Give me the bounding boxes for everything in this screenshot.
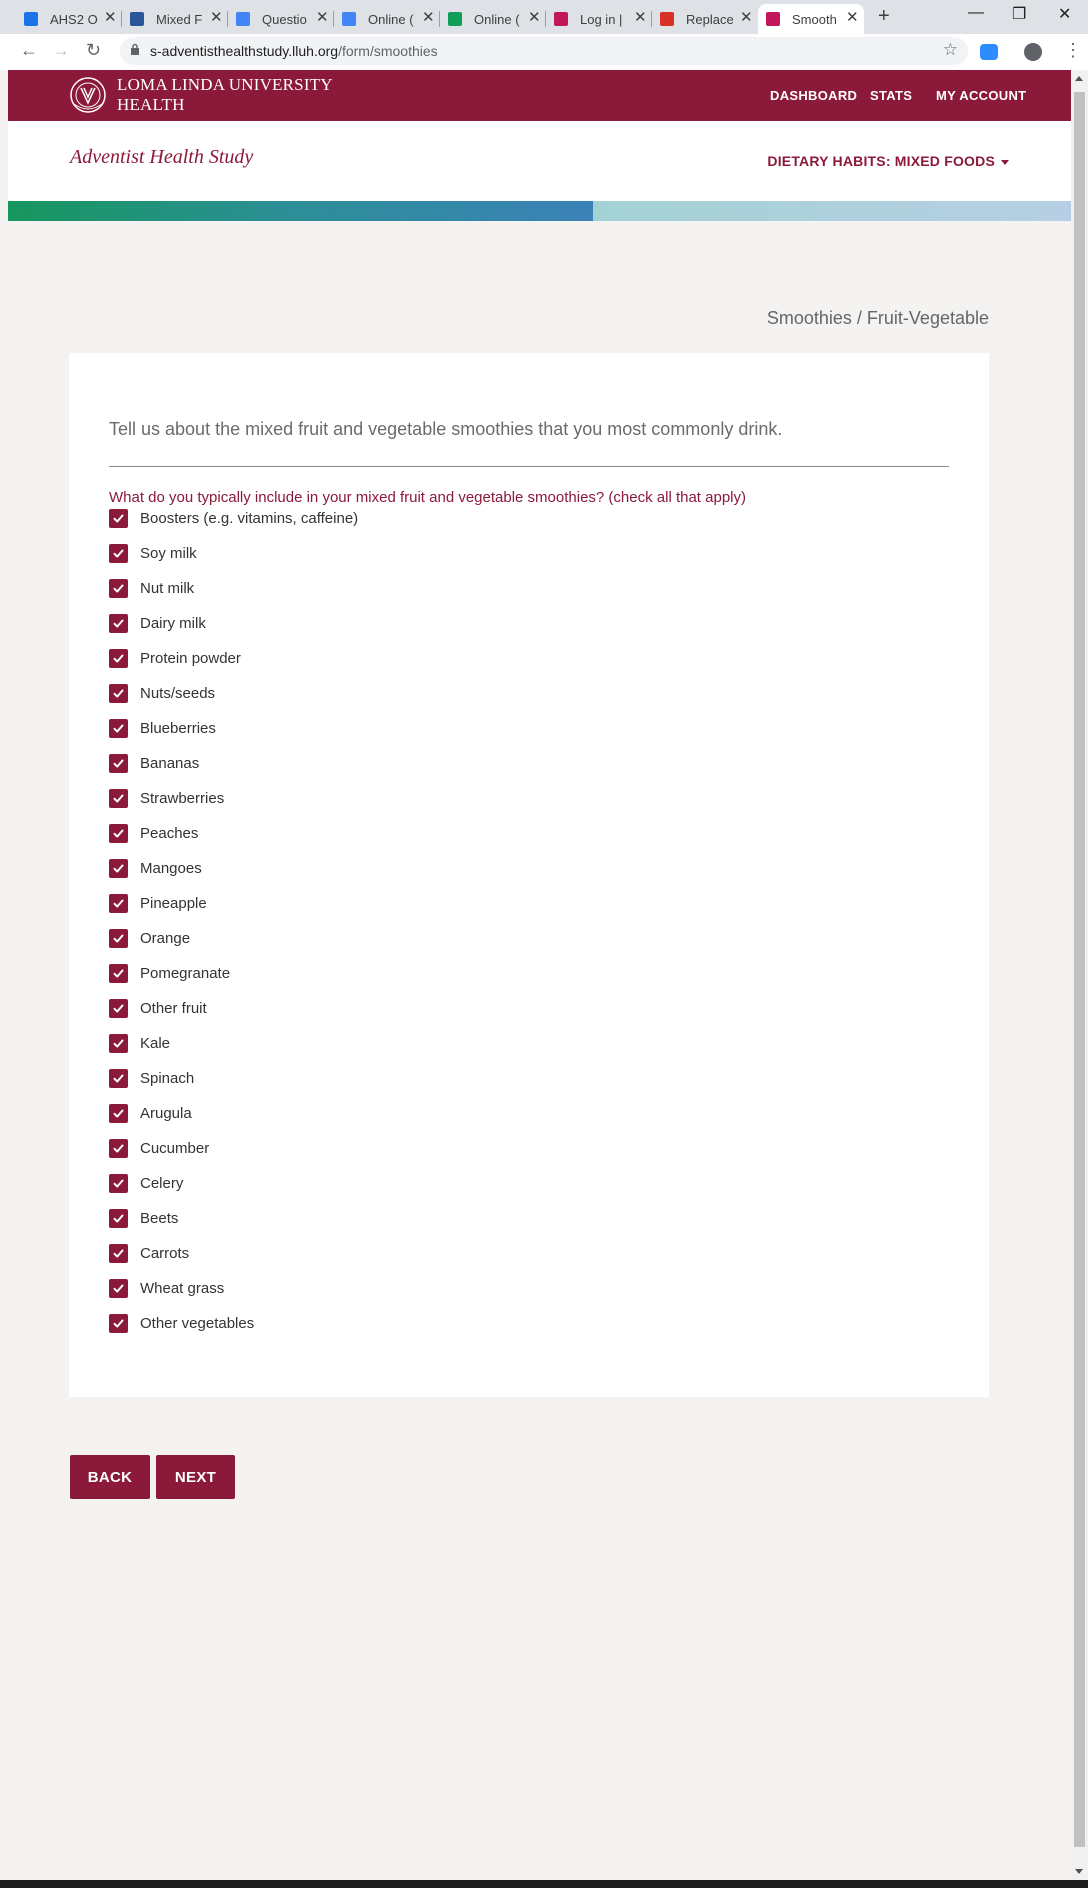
option-label: Peaches [140,824,199,842]
option-checkbox-row[interactable] [109,1277,224,1299]
checkbox[interactable] [109,1244,128,1263]
address-bar[interactable] [120,37,968,65]
checkmark-icon [112,547,125,560]
option-checkbox-row[interactable] [109,1242,189,1264]
reload-icon[interactable]: ↻ [86,40,102,60]
study-subheader [8,121,1071,203]
option-checkbox-row[interactable] [109,857,202,879]
checkmark-icon [112,862,125,875]
checkmark-icon [112,582,125,595]
option-label: Other vegetables [140,1314,255,1332]
tab-title: Replace [686,12,734,27]
checkbox[interactable] [109,684,128,703]
option-checkbox-row[interactable] [109,822,198,844]
checkmark-icon [112,1002,125,1015]
page-scrollbar[interactable] [1071,70,1088,1880]
url-text: s-adventisthealthstudy.lluh.org/form/smoothies [150,43,438,59]
tab-title: Mixed F [156,12,203,27]
tab-title: AHS2 O [50,12,98,27]
option-label: Spinach [140,1069,195,1087]
question-card [69,353,989,1397]
zoom-extension-icon[interactable] [980,44,998,60]
option-label: Orange [140,929,191,947]
tab-close-icon[interactable]: ✕ [210,9,223,26]
tab-close-icon[interactable]: ✕ [846,9,859,26]
option-label: Mangoes [140,859,202,877]
checkbox[interactable] [109,1314,128,1333]
os-taskbar [0,1880,1088,1888]
checkbox[interactable] [109,859,128,878]
progress-fill [8,201,593,221]
checkbox[interactable] [109,1139,128,1158]
option-label: Nut milk [140,579,195,597]
tab-close-icon[interactable]: ✕ [422,9,435,26]
option-label: Cucumber [140,1139,210,1157]
tab-favicon-icon [766,12,780,26]
checkmark-icon [112,967,125,980]
tab-favicon-icon [660,12,674,26]
checkbox[interactable] [109,1209,128,1228]
checkmark-icon [112,617,125,630]
option-label: Strawberries [140,789,225,807]
option-label: Protein powder [140,649,241,667]
option-checkbox-row[interactable] [109,682,215,704]
browser-menu-icon[interactable]: ⋮ [1064,40,1082,60]
tab-title: Log in | [580,12,623,27]
option-checkbox-row[interactable] [109,542,197,564]
forward-arrow-icon[interactable]: → [52,40,70,60]
checkmark-icon [112,932,125,945]
option-checkbox-row[interactable] [109,1207,178,1229]
checkbox[interactable] [109,999,128,1018]
tab-close-icon[interactable]: ✕ [740,9,753,26]
checkbox[interactable] [109,1069,128,1088]
tab-favicon-icon [236,12,250,26]
tab-title: Online ( [474,12,520,27]
browser-tab[interactable] [334,4,440,34]
tab-favicon-icon [342,12,356,26]
checkbox[interactable] [109,614,128,633]
checkmark-icon [112,1037,125,1050]
checkmark-icon [112,1317,125,1330]
page-content [8,70,1071,1880]
option-checkbox-row[interactable] [109,787,224,809]
option-checkbox-row[interactable] [109,717,216,739]
nav-dashboard[interactable]: DASHBOARD [770,88,858,103]
tab-favicon-icon [130,12,144,26]
restore-icon[interactable]: ❐ [1012,6,1027,23]
section-dropdown[interactable]: DIETARY HABITS: MIXED FOODS [767,153,1009,169]
option-label: Nuts/seeds [140,684,216,702]
option-label: Soy milk [140,544,197,562]
option-checkbox-row[interactable] [109,927,190,949]
checkbox[interactable] [109,964,128,983]
caret-down-icon [1001,160,1009,165]
checkbox[interactable] [109,649,128,668]
checkbox[interactable] [109,719,128,738]
site-logo-text[interactable]: LOMA LINDA UNIVERSITY HEALTH [117,75,333,114]
browser-tab[interactable] [440,4,546,34]
tab-title: Questio [262,12,307,27]
checkbox[interactable] [109,1104,128,1123]
option-checkbox-row[interactable] [109,1172,183,1194]
checkbox[interactable] [109,579,128,598]
option-checkbox-row[interactable] [109,752,199,774]
option-label: Other fruit [140,999,207,1017]
browser-tab[interactable] [228,4,334,34]
lock-icon [130,43,140,55]
checkbox[interactable] [109,754,128,773]
site-header [8,70,1071,121]
option-checkbox-row[interactable] [109,962,230,984]
checkbox[interactable] [109,789,128,808]
browser-toolbar [0,34,1088,71]
nav-my-account[interactable]: MY ACCOUNT [936,88,1027,103]
checkmark-icon [112,1107,125,1120]
tab-close-icon[interactable]: ✕ [634,9,647,26]
checkmark-icon [112,1212,125,1225]
profile-avatar-icon[interactable] [1024,43,1042,61]
scroll-down-arrow-icon[interactable] [1075,1869,1083,1874]
checkmark-icon [112,652,125,665]
browser-tab[interactable] [16,4,122,34]
back-button[interactable]: BACK [70,1455,150,1499]
tab-favicon-icon [24,12,38,26]
checkmark-icon [112,1247,125,1260]
option-checkbox-row[interactable] [109,1312,254,1334]
close-window-icon[interactable]: ✕ [1058,6,1072,23]
divider [109,466,949,467]
option-checkbox-row[interactable] [109,1032,170,1054]
tab-favicon-icon [554,12,568,26]
checkbox[interactable] [109,894,128,913]
checkmark-icon [112,1142,125,1155]
option-checkbox-row[interactable] [109,577,194,599]
option-label: Boosters (e.g. vitamins, caffeine) [140,509,359,527]
option-label: Celery [140,1174,184,1192]
checkmark-icon [112,1177,125,1190]
option-checkbox-row[interactable] [109,1102,192,1124]
next-button[interactable]: NEXT [156,1455,235,1499]
option-label: Wheat grass [140,1279,225,1297]
browser-tab[interactable] [758,4,864,34]
checkmark-icon [112,687,125,700]
study-name: Adventist Health Study [70,146,254,168]
bookmark-star-icon[interactable]: ☆ [942,40,958,59]
checkmark-icon [112,827,125,840]
checkmark-icon [112,512,125,525]
option-checkbox-row[interactable] [109,612,206,634]
option-checkbox-row[interactable] [109,997,207,1019]
option-label: Bananas [140,754,200,772]
scroll-up-arrow-icon[interactable] [1075,76,1083,81]
option-checkbox-row[interactable] [109,647,241,669]
page-breadcrumb: Smoothies / Fruit-Vegetable [766,308,989,328]
tab-title: Smooth [792,12,837,27]
back-arrow-icon[interactable]: ← [20,40,38,60]
checkbox[interactable] [109,509,128,528]
checkmark-icon [112,722,125,735]
progress-bar [8,201,1071,221]
option-checkbox-row[interactable] [109,507,358,529]
checkmark-icon [112,897,125,910]
option-label: Kale [140,1034,171,1052]
checkmark-icon [112,1072,125,1085]
checkbox[interactable] [109,824,128,843]
browser-tab[interactable] [546,4,652,34]
option-label: Dairy milk [140,614,206,632]
option-checkbox-row[interactable] [109,1137,209,1159]
option-label: Arugula [140,1104,192,1122]
option-label: Carrots [140,1244,190,1262]
tab-title: Online ( [368,12,414,27]
option-checkbox-row[interactable] [109,892,207,914]
browser-tab-strip [0,0,1088,34]
checkbox[interactable] [109,1034,128,1053]
progress-remaining [593,201,1071,221]
option-label: Beets [140,1209,179,1227]
checkmark-icon [112,757,125,770]
checkmark-icon [112,1282,125,1295]
university-seal-icon [68,76,108,114]
intro-text: Tell us about the mixed fruit and vegetable smoothies that you most commonly drink. [109,419,783,439]
left-edge [0,70,8,1880]
checkbox[interactable] [109,544,128,563]
tab-close-icon[interactable]: ✕ [528,9,541,26]
option-label: Pineapple [140,894,207,912]
browser-tab[interactable] [122,4,228,34]
scroll-thumb[interactable] [1074,92,1085,1847]
tab-close-icon[interactable]: ✕ [104,9,117,26]
question-text: What do you typically include in your mixed fruit and vegetable smoothies? (check all that apply) [109,489,746,506]
minimize-icon[interactable]: — [968,4,984,21]
checkbox[interactable] [109,1279,128,1298]
option-label: Blueberries [140,719,216,737]
browser-tab[interactable] [652,4,758,34]
option-checkbox-row[interactable] [109,1067,194,1089]
tab-favicon-icon [448,12,462,26]
checkbox[interactable] [109,929,128,948]
option-label: Pomegranate [140,964,231,982]
checkbox[interactable] [109,1174,128,1193]
checkmark-icon [112,792,125,805]
new-tab-button[interactable]: + [878,5,890,27]
tab-close-icon[interactable]: ✕ [316,9,329,26]
nav-stats[interactable]: STATS [870,88,913,103]
